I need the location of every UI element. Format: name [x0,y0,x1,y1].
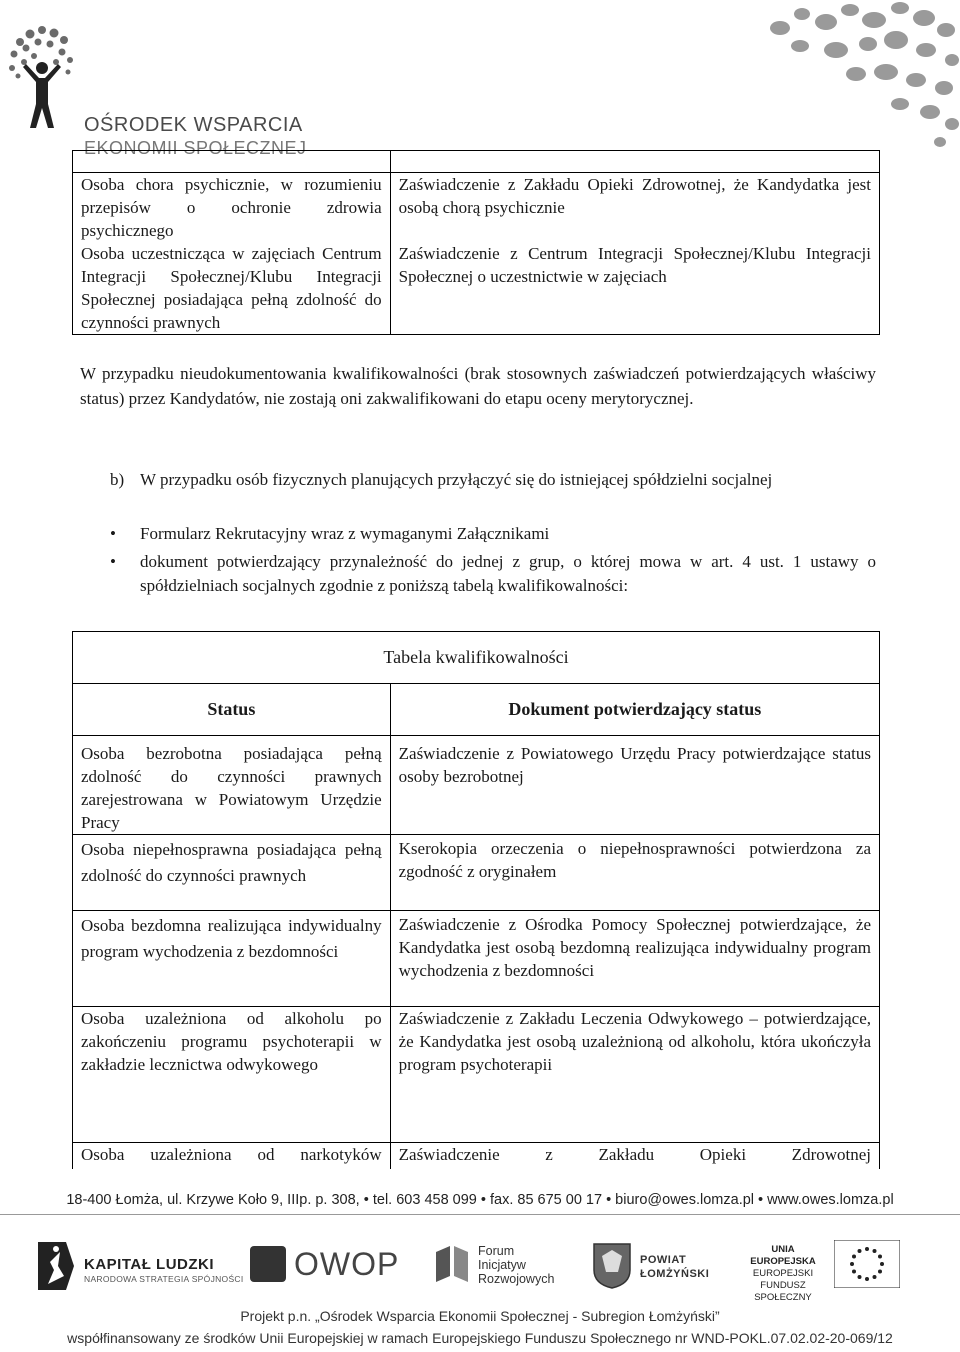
bullet-list [110,522,876,602]
table-row-document: Zaświadczenie z Ośrodka Pomocy Społecznej potwierdzające, że Kandydatka jest osobą bezdomną realizująca indywidualny program wychodzenia z bezdomności [390,911,879,1007]
eu-logo-text [742,1244,824,1304]
list-item [110,550,876,598]
qualification-table [72,631,880,1169]
table-row-status: Osoba chora psychicznie, w rozumieniu przepisów o ochronie zdrowia psychicznego [73,173,391,243]
table-row-document: Kserokopia orzeczenia o niepełnosprawności potwierdzona za zgodność z oryginałem [390,835,879,911]
footer-divider [0,1214,960,1215]
list-item-text: dokument potwierdzający przynależność do jednej z grup, o której mowa w art. 4 ust. 1 ustawy o spółdzielniach socjalnych zgodnie z poniższą tabelą kwalifikowalności: [140,552,876,595]
powiat-line-2: ŁOMŻYŃSKI [640,1268,710,1280]
table-row-status: Osoba uzależniona od narkotyków [73,1143,391,1169]
table-row-document: Zaświadczenie z Zakładu Opieki Zdrowotnej, że Kandydatka jest osobą chorą psychicznie [390,173,879,243]
kapital-ludzki-title: KAPITAŁ LUDZKI [84,1256,215,1273]
powiat-line-1: POWIAT [640,1254,687,1266]
owes-logo [6,24,307,158]
table-row-document: Zaświadczenie z Powiatowego Urzędu Pracy potwierdzające status osoby bezrobotnej [390,736,879,835]
table-row-status: Osoba uczestnicząca w zajęciach Centrum Integracji Społecznej/Klubu Integracji Społecznej posiadająca pełną zdolność do czynności prawnych [73,242,391,335]
footer-contact: 18-400 Łomża, ul. Krzywe Koło 9, IIIp. p. 308, • tel. 603 458 099 • fax. 85 675 00 17 • biuro@owes.lomza.pl • www.owes.lomza.pl [66,1192,894,1208]
column-header-document: Dokument potwierdzający status [390,684,879,736]
qualification-table-continued [72,150,880,335]
kapital-ludzki-subtitle: NARODOWA STRATEGIA SPÓJNOŚCI [84,1274,244,1284]
table-row-document: Zaświadczenie z Zakładu Opieki Zdrowotnej [390,1143,879,1169]
cofinance-note: współfinansowany ze środków Unii Europejskiej w ramach Europejskiego Funduszu Społecznego nr WND-POKL.07.02.02-20-069/12 [67,1330,893,1346]
forum-line-2: Inicjatyw [478,1258,526,1272]
project-name: Projekt p.n. „Ośrodek Wsparcia Ekonomii Społecznej - Subregion Łomżyński” [240,1308,720,1324]
owop-mark-icon [250,1246,286,1282]
table-cell-empty [390,151,879,173]
bullet-icon: • [110,552,116,571]
org-name-line1: OŚRODEK WSPARCIA [84,114,303,136]
section-b-text: W przypadku osób fizycznych planujących przyłączyć się do istniejącej spółdzielni socjalnej [140,470,773,489]
eu-line-1: UNIA EUROPEJSKA [750,1244,816,1267]
forum-line-1: Forum [478,1244,515,1258]
qualification-note: W przypadku nieudokumentowania kwalifikowalności (brak stosownych zaświadczeń potwierdzających właściwy status) przez Kandydatów, nie zostają oni zakwalifikowani do etapu oceny merytorycznej. [80,364,876,408]
table-row-status: Osoba uzależniona od alkoholu po zakończeniu programu psychoterapii w zakładzie lecznictwa odwykowego [73,1007,391,1143]
tree-person-logo-icon [6,24,86,134]
table-row-status: Osoba bezrobotna posiadająca pełną zdolność do czynności prawnych zarejestrowana w Powiatowym Urzędzie Pracy [73,736,391,835]
eu-flag-icon [834,1240,900,1288]
sponsor-logos [0,1236,960,1303]
eu-line-3: FUNDUSZ SPOŁECZNY [754,1280,812,1303]
section-marker: b) [110,470,125,489]
powiat-coat-of-arms-icon [592,1242,632,1290]
column-header-status: Status [73,684,391,736]
decorative-pebbles-icon [740,0,960,160]
table-row-document: Zaświadczenie z Centrum Integracji Społecznej/Klubu Integracji Społecznej o uczestnictwie w zajęciach [390,242,879,335]
table-cell-empty [73,151,391,173]
eu-line-2: EUROPEJSKI [752,1268,814,1279]
forum-logo-text [478,1244,554,1286]
table-row-status: Osoba niepełnosprawna posiadająca pełną zdolność do czynności prawnych [73,835,391,911]
table-row-document: Zaświadczenie z Zakładu Leczenia Odwykowego – potwierdzające, że Kandydatka jest osobą uzależnioną od alkoholu, która ukończyła program psychoterapii [390,1007,879,1143]
section-b [110,468,876,492]
owop-logo-text: OWOP [294,1246,400,1282]
forum-arrows-icon [432,1242,472,1288]
list-item-text: Formularz Rekrutacyjny wraz z wymaganymi Załącznikami [140,524,550,543]
forum-line-3: Rozwojowych [478,1272,555,1286]
bullet-icon: • [110,524,116,543]
list-item [110,522,876,546]
table-title: Tabela kwalifikowalności [73,632,880,684]
kapital-ludzki-emblem-icon [36,1240,76,1292]
org-name-line2: EKONOMII SPOŁECZNEJ [84,138,307,158]
table-row-status: Osoba bezdomna realizująca indywidualny program wychodzenia z bezdomności [73,911,391,1007]
